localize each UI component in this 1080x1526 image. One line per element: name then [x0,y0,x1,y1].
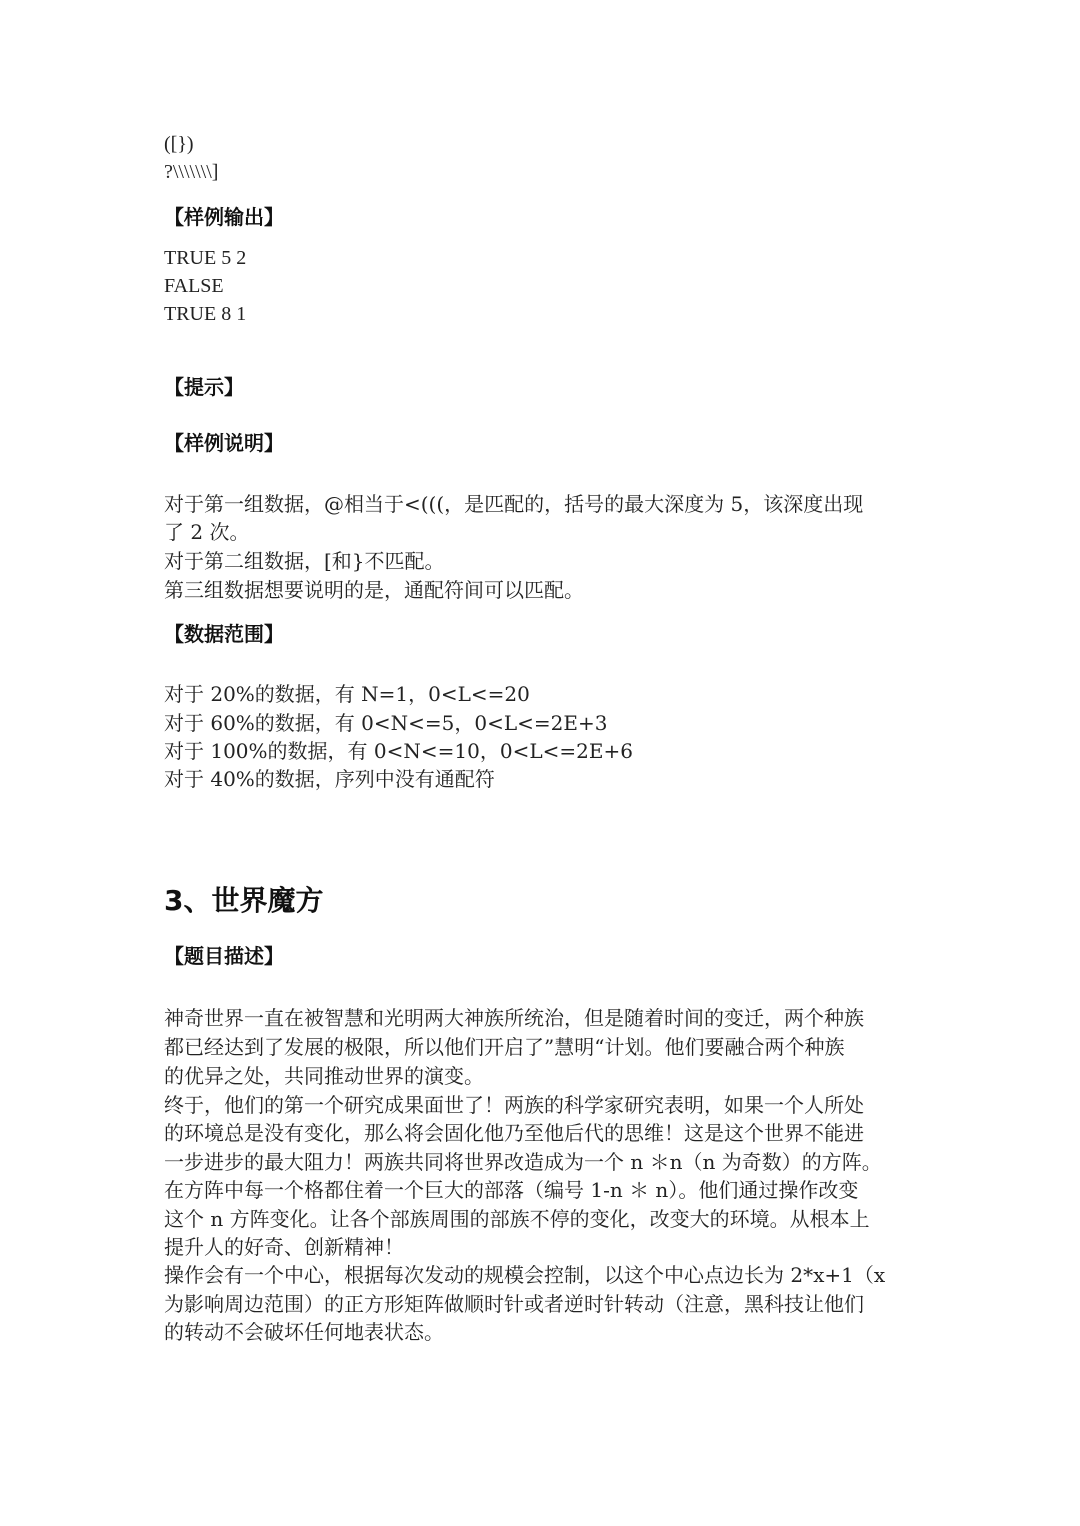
data-range-line: 对于 40%的数据，序列中没有通配符 [164,767,495,791]
problem-description-heading: 【题目描述】 [164,944,284,968]
sample-output-line: TRUE 5 2 [164,247,247,269]
hint-heading: 【提示】 [164,375,244,399]
explanation-line: 对于第一组数据，@相当于<(((，是匹配的，括号的最大深度为 5，该深度出现 [164,492,864,516]
problem-title: 3、世界魔方 [164,884,324,917]
description-line: 这个 n 方阵变化。让各个部族周围的部族不停的变化，改变大的环境。从根本上 [164,1207,870,1231]
explanation-line: 第三组数据想要说明的是，通配符间可以匹配。 [164,578,584,602]
data-range-line: 对于 60%的数据，有 0<N<=5，0<L<=2E+3 [164,711,608,735]
data-range-line: 对于 20%的数据，有 N=1，0<L<=20 [164,682,530,706]
description-line: 终于，他们的第一个研究成果面世了！两族的科学家研究表明，如果一个人所处 [164,1093,864,1117]
description-line: 在方阵中每一个格都住着一个巨大的部落（编号 1-n ＊ n）。他们通过操作改变 [164,1178,859,1202]
sample-output-line: TRUE 8 1 [164,303,247,325]
description-line: 提升人的好奇、创新精神！ [164,1235,404,1259]
description-line: 的优异之处，共同推动世界的演变。 [164,1064,484,1088]
explanation-line: 对于第二组数据，[和}不匹配。 [164,549,445,573]
sample-explanation-heading: 【样例说明】 [164,431,284,455]
description-line: 一步进步的最大阻力！两族共同将世界改造成为一个 n ＊n（n 为奇数）的方阵。 [164,1150,882,1174]
sample-input-line: ([}) [164,133,194,155]
data-range-heading: 【数据范围】 [164,622,284,646]
explanation-line: 了 2 次。 [164,520,250,544]
description-line: 神奇世界一直在被智慧和光明两大神族所统治，但是随着时间的变迁，两个种族 [164,1006,864,1030]
description-line: 为影响周边范围）的正方形矩阵做顺时针或者逆时针转动（注意，黑科技让他们 [164,1292,864,1316]
description-line: 的环境总是没有变化，那么将会固化他乃至他后代的思维！这是这个世界不能进 [164,1121,864,1145]
description-line: 操作会有一个中心，根据每次发动的规模会控制，以这个中心点边长为 2*x+1（x [164,1263,886,1287]
description-line: 的转动不会破坏任何地表状态。 [164,1320,444,1344]
sample-output-heading: 【样例输出】 [164,205,284,229]
data-range-line: 对于 100%的数据，有 0<N<=10，0<L<=2E+6 [164,739,633,763]
sample-output-line: FALSE [164,275,224,297]
sample-input-line: ?\\\\\\\] [164,161,219,183]
description-line: 都已经达到了发展的极限，所以他们开启了”慧明“计划。他们要融合两个种族 [164,1035,845,1059]
